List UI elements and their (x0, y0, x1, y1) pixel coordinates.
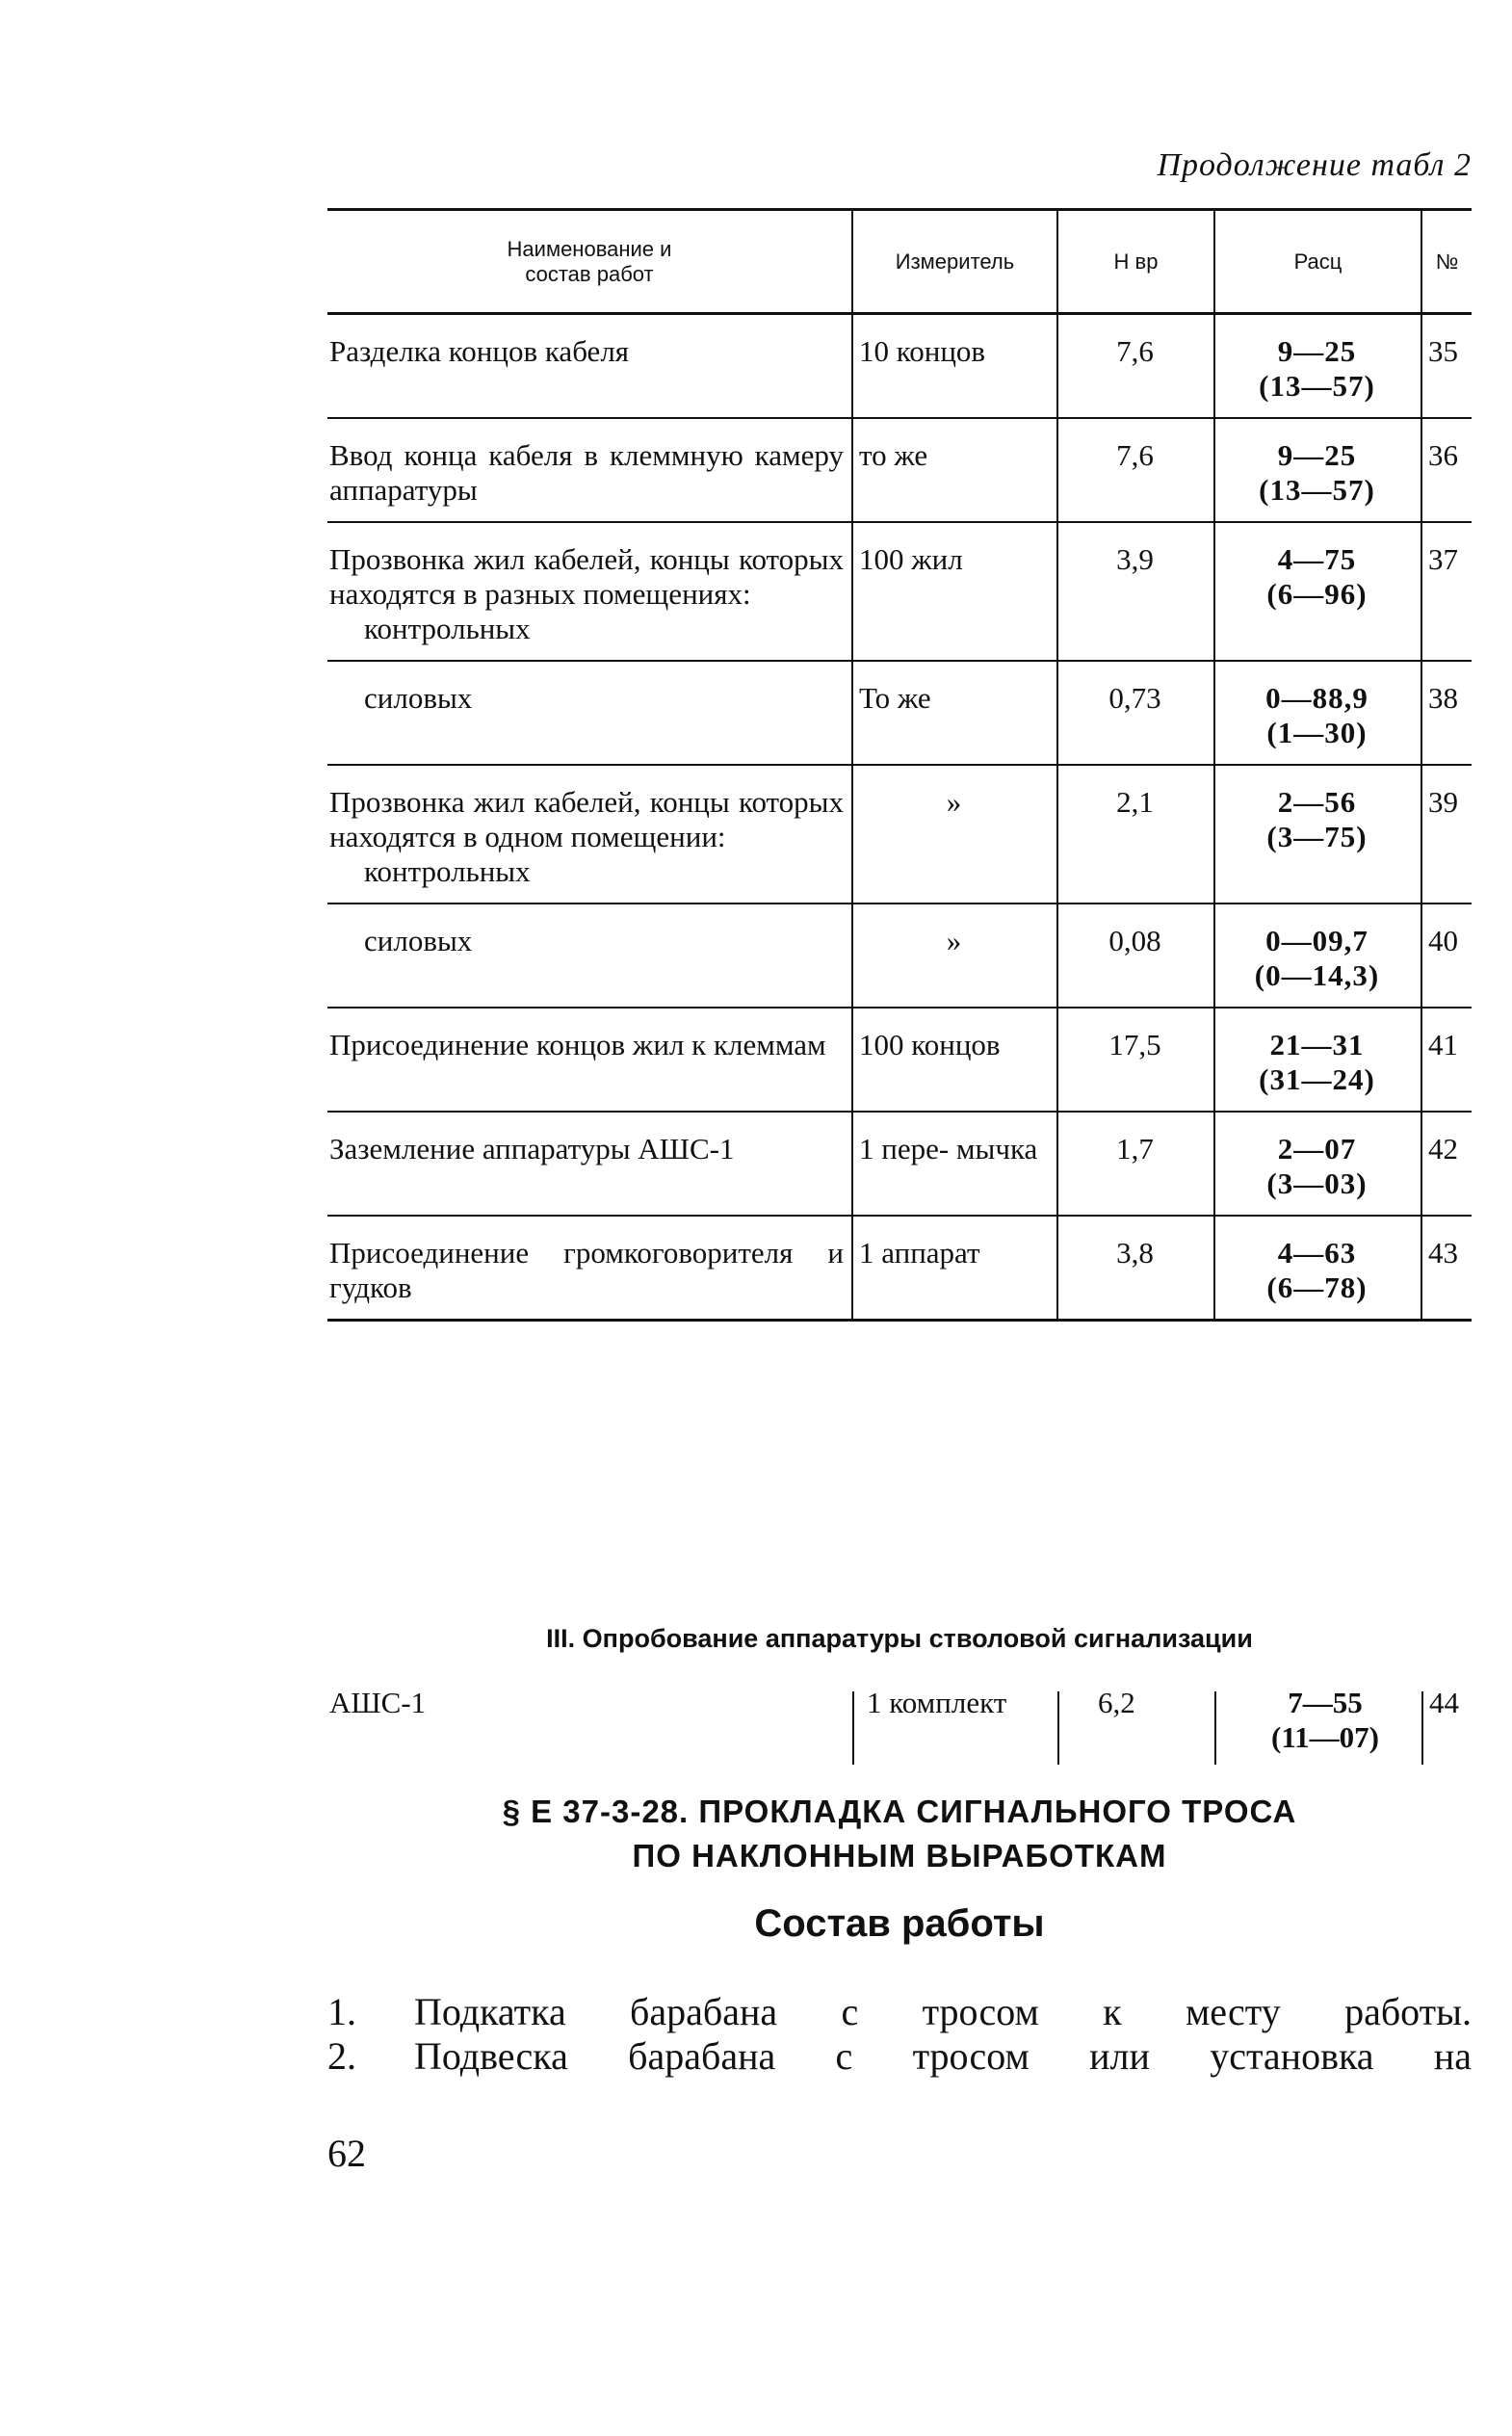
work-name-text: Прозвонка жил кабелей, концы которых находятся в одном помещении: (329, 785, 844, 853)
work-item-number: 2. (327, 2034, 356, 2078)
section-iii-title: III. Опробование аппаратуры стволовой сигнализации (546, 1624, 1253, 1653)
table-row (327, 765, 1472, 904)
row-number: 41 (1421, 1008, 1472, 1112)
work-item (327, 1990, 1472, 2034)
rate-cell (1214, 1112, 1421, 1216)
work-name-subitem: силовых (364, 924, 473, 957)
rate-value: 2—07 (1277, 1132, 1357, 1166)
rate-cell (1214, 765, 1421, 904)
rate-value-alt: (1—30) (1266, 716, 1368, 749)
work-name (327, 661, 852, 765)
hvr-cell: 2,1 (1057, 765, 1214, 904)
rate-cell (1214, 1008, 1421, 1112)
work-name (327, 522, 852, 661)
rate-cell (1214, 661, 1421, 765)
header-rate: Расц (1214, 210, 1421, 314)
table-row (327, 522, 1472, 661)
header-measure: Измеритель (852, 210, 1057, 314)
work-name (327, 418, 852, 522)
table-header-row (327, 210, 1472, 314)
work-name-subitem: силовых (364, 681, 473, 715)
work-name-text: Присоединение концов жил к клеммам (329, 1028, 826, 1061)
measure-cell: То же (852, 661, 1057, 765)
row-number: 42 (1421, 1112, 1472, 1216)
rate-cell (1214, 314, 1421, 419)
row-number: 36 (1421, 418, 1472, 522)
work-name-text: Заземление аппаратуры АШС-1 (329, 1132, 735, 1166)
section-iii-hvr: 6,2 (1098, 1686, 1135, 1719)
rate-value-alt: (3—03) (1266, 1166, 1368, 1200)
header-number: № (1421, 210, 1472, 314)
separator (1214, 1691, 1216, 1765)
work-name (327, 314, 852, 419)
hvr-cell: 0,08 (1057, 904, 1214, 1008)
row-number: 39 (1421, 765, 1472, 904)
rate-value: 4—63 (1277, 1236, 1357, 1270)
work-name-text: Ввод конца кабеля в клеммную камеру аппаратуры (329, 438, 844, 507)
section-iii-name: АШС-1 (329, 1686, 427, 1719)
rate-value: 2—56 (1277, 785, 1357, 819)
paragraph-heading-line2: ПО НАКЛОННЫМ ВЫРАБОТКАМ (632, 1838, 1167, 1873)
measure-cell: 10 концов (852, 314, 1057, 419)
section-iii-row (327, 1686, 1472, 1768)
rate-value-alt: (6—96) (1266, 577, 1368, 611)
section-iii-rate-value-alt: (11—07) (1271, 1720, 1379, 1754)
table-row (327, 1008, 1472, 1112)
work-name (327, 904, 852, 1008)
rate-cell (1214, 904, 1421, 1008)
table-row (327, 314, 1472, 419)
rate-value: 9—25 (1277, 334, 1357, 368)
work-name-text: Разделка концов кабеля (329, 334, 630, 368)
measure-cell: 1 пере- мычка (852, 1112, 1057, 1216)
measure-cell: 100 концов (852, 1008, 1057, 1112)
work-item-text: Подкатка барабана с тросом к месту работы. (414, 1990, 1472, 2033)
rate-value-alt: (31—24) (1259, 1062, 1375, 1096)
hvr-cell: 0,73 (1057, 661, 1214, 765)
row-number: 43 (1421, 1216, 1472, 1321)
table-row (327, 418, 1472, 522)
hvr-cell: 17,5 (1057, 1008, 1214, 1112)
table-row (327, 1112, 1472, 1216)
work-composition-title: Состав работы (754, 1902, 1045, 1945)
work-name (327, 1008, 852, 1112)
rate-value-alt: (0—14,3) (1254, 958, 1380, 992)
rate-value: 0—88,9 (1265, 681, 1369, 715)
work-name-subitem: контрольных (364, 854, 531, 888)
rate-cell (1214, 1216, 1421, 1321)
rate-value: 21—31 (1269, 1028, 1365, 1061)
hvr-cell: 7,6 (1057, 418, 1214, 522)
measure-cell: » (852, 765, 1057, 904)
page-number: 62 (327, 2132, 366, 2175)
measure-cell: то же (852, 418, 1057, 522)
header-name: Наименование и состав работ (327, 210, 852, 314)
hvr-cell: 3,9 (1057, 522, 1214, 661)
rate-value-alt: (13—57) (1259, 369, 1375, 403)
work-name-text: Прозвонка жил кабелей, концы которых находятся в разных помещениях: (329, 542, 844, 611)
table-row (327, 661, 1472, 765)
work-name-text: Присоединение громкоговорителя и гудков (329, 1236, 844, 1304)
section-iii-rate-value: 7—55 (1288, 1686, 1363, 1719)
row-number: 38 (1421, 661, 1472, 765)
section-iii-measure: 1 комплект (867, 1686, 1007, 1719)
measure-cell: 1 аппарат (852, 1216, 1057, 1321)
work-name (327, 1216, 852, 1321)
paragraph-heading-line1: § Е 37-3-28. ПРОКЛАДКА СИГНАЛЬНОГО ТРОСА (502, 1794, 1297, 1829)
measure-cell: 100 жил (852, 522, 1057, 661)
separator (1057, 1691, 1059, 1765)
row-number: 40 (1421, 904, 1472, 1008)
rate-cell (1214, 522, 1421, 661)
rate-value: 0—09,7 (1265, 924, 1369, 957)
work-name (327, 765, 852, 904)
norms-table (327, 208, 1472, 1322)
table-row (327, 904, 1472, 1008)
work-item (327, 2034, 1472, 2079)
work-name (327, 1112, 852, 1216)
separator (852, 1691, 854, 1765)
table-row (327, 1216, 1472, 1321)
section-iii-rate (1229, 1686, 1421, 1755)
row-number: 37 (1421, 522, 1472, 661)
measure-cell: » (852, 904, 1057, 1008)
work-item-text: Подвеска барабана с тросом или установка на (414, 2034, 1472, 2078)
continuation-note: Продолжение табл 2 (1157, 147, 1472, 183)
rate-cell (1214, 418, 1421, 522)
rate-value-alt: (3—75) (1266, 820, 1368, 853)
rate-value: 4—75 (1277, 542, 1357, 576)
hvr-cell: 7,6 (1057, 314, 1214, 419)
hvr-cell: 1,7 (1057, 1112, 1214, 1216)
paragraph-heading (327, 1790, 1472, 1878)
section-iii-number: 44 (1429, 1686, 1459, 1719)
work-name-subitem: контрольных (364, 612, 531, 645)
separator (1421, 1691, 1423, 1765)
header-hvr: Н вр (1057, 210, 1214, 314)
hvr-cell: 3,8 (1057, 1216, 1214, 1321)
rate-value-alt: (13—57) (1259, 473, 1375, 507)
row-number: 35 (1421, 314, 1472, 419)
rate-value: 9—25 (1277, 438, 1357, 472)
rate-value-alt: (6—78) (1266, 1270, 1368, 1304)
work-item-number: 1. (327, 1990, 356, 2033)
